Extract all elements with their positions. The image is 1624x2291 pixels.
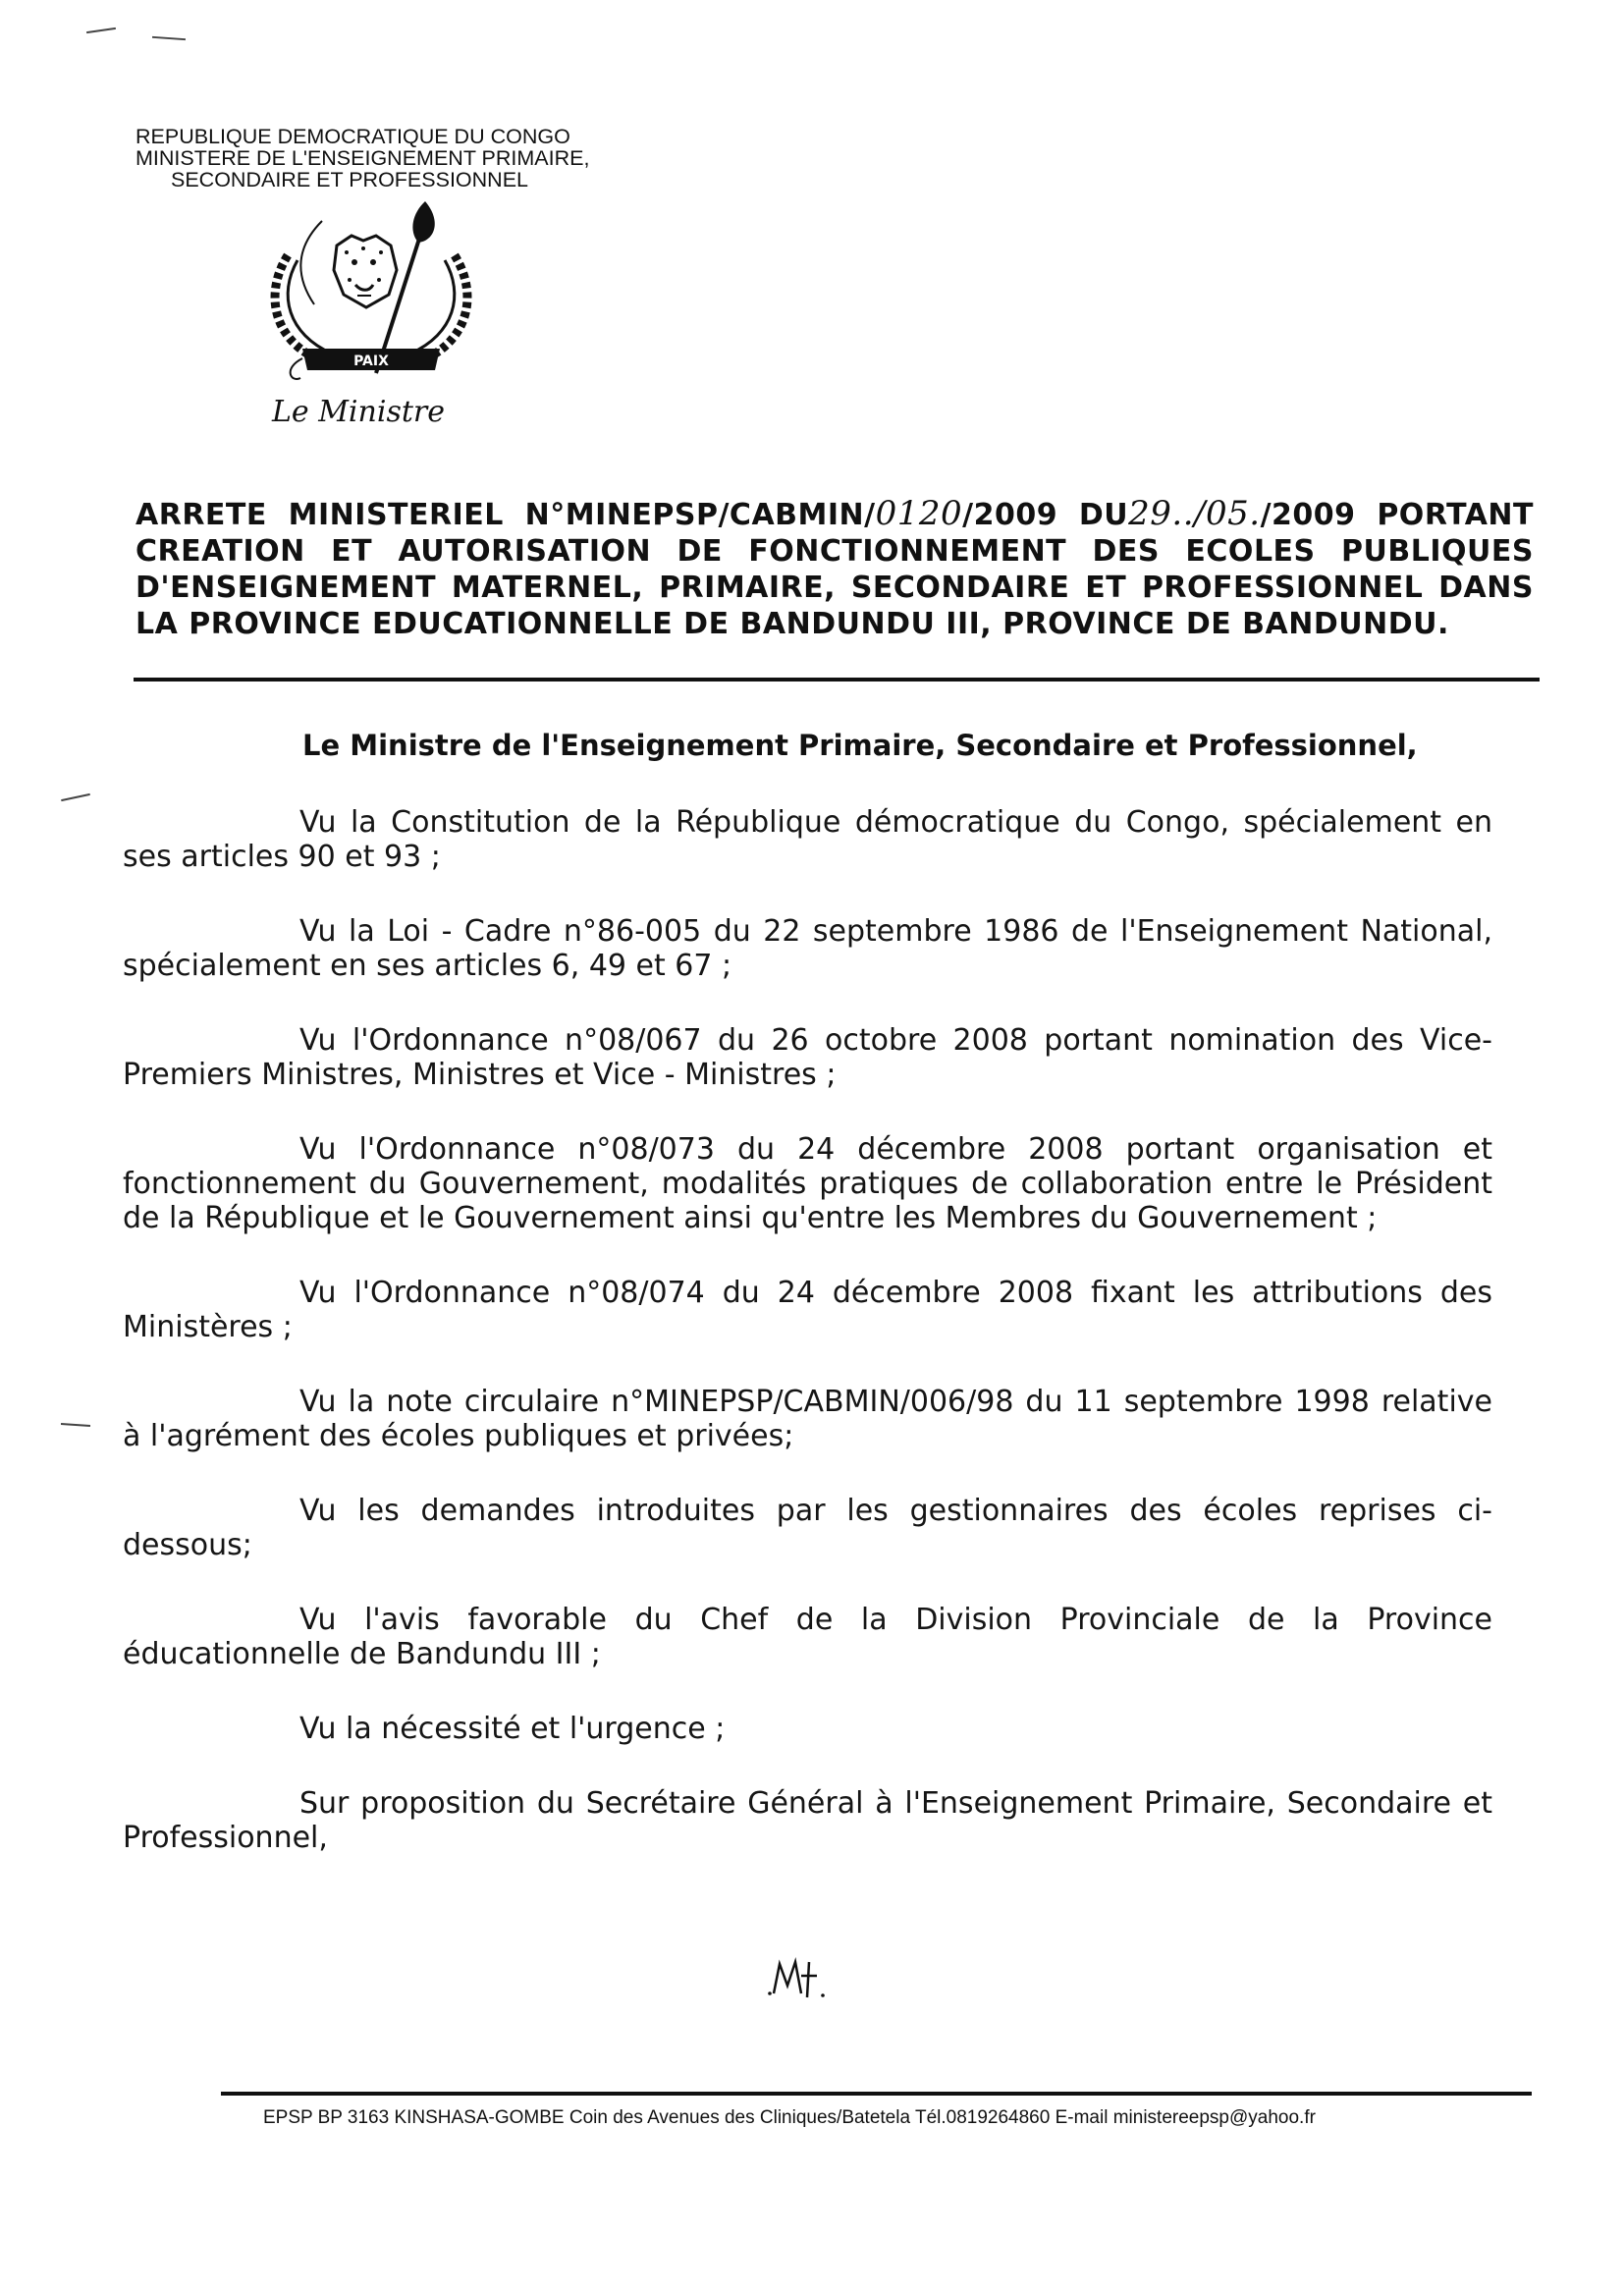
header-line-ministry-cont: SECONDAIRE ET PROFESSIONNEL [171, 168, 528, 191]
title-line-4: LA PROVINCE EDUCATIONNELLE DE BANDUNDU III, PROVINCE DE BANDUNDU. [135, 607, 1449, 641]
handwritten-number: 0120 [875, 494, 963, 533]
consideration-paragraph: Vu la Constitution de la République démocratique du Congo, spécialement en ses articles 90 et 93 ; [123, 805, 1492, 874]
scan-mark [61, 1423, 90, 1427]
scan-mark [86, 27, 116, 33]
decree-title [135, 496, 1534, 642]
coat-of-arms-emblem [253, 201, 489, 383]
consideration-paragraph: Vu la Loi - Cadre n°86-005 du 22 septembre 1986 de l'Enseignement National, spécialement en ses articles 6, 49 et 67 ; [123, 914, 1492, 983]
scan-mark [61, 793, 90, 801]
consideration-paragraph: Sur proposition du Secrétaire Général à l'Enseignement Primaire, Secondaire et Professionnel, [123, 1786, 1492, 1855]
title-line-2: CREATION ET AUTORISATION DE FONCTIONNEMENT DES ECOLES PUBLIQUES [135, 534, 1534, 569]
footer-contact: EPSP BP 3163 KINSHASA-GOMBE Coin des Avenues des Cliniques/Batetela Tél.0819264860 E-mail ministereepsp@yahoo.fr [263, 2107, 1316, 2128]
ministry-header [135, 126, 589, 191]
title-line-3: D'ENSEIGNEMENT MATERNEL, PRIMAIRE, SECONDAIRE ET PROFESSIONNEL DANS [135, 571, 1534, 605]
header-line-ministry: MINISTERE DE L'ENSEIGNEMENT PRIMAIRE, [135, 146, 590, 170]
header-line-republic: REPUBLIQUE DEMOCRATIQUE DU CONGO [135, 125, 570, 148]
consideration-paragraph: Vu les demandes introduites par les gestionnaires des écoles reprises ci-dessous; [123, 1494, 1492, 1562]
signature-label: Le Ministre [272, 395, 445, 429]
consideration-paragraph: Vu l'avis favorable du Chef de la Division Provinciale de la Province éducationnelle de Bandundu III ; [123, 1603, 1492, 1671]
title-divider [134, 678, 1540, 682]
title-line-1: ARRETE MINISTERIEL N°MINEPSP/CABMIN/0120/2009 DU29../05./2009 PORTANT [135, 494, 1534, 533]
consideration-paragraph: Vu la note circulaire n°MINEPSP/CABMIN/006/98 du 11 septembre 1998 relative à l'agrément des écoles publiques et privées; [123, 1385, 1492, 1453]
svg-text:PAIX: PAIX [353, 354, 389, 369]
consideration-paragraph: Vu l'Ordonnance n°08/067 du 26 octobre 2008 portant nomination des Vice-Premiers Ministres, Ministres et Vice - Ministres ; [123, 1023, 1492, 1092]
scan-mark [152, 36, 186, 40]
considerations-body [123, 805, 1492, 1895]
handwritten-date: 29../05. [1128, 494, 1261, 533]
consideration-paragraph: Vu l'Ordonnance n°08/074 du 24 décembre 2008 fixant les attributions des Ministères ; [123, 1276, 1492, 1344]
initials-paraphe [766, 1954, 835, 2003]
consideration-paragraph: Vu la nécessité et l'urgence ; [299, 1712, 726, 1746]
footer-divider [221, 2092, 1532, 2096]
preamble-intro: Le Ministre de l'Enseignement Primaire, Secondaire et Professionnel, [302, 729, 1418, 762]
consideration-paragraph: Vu l'Ordonnance n°08/073 du 24 décembre 2008 portant organisation et fonctionnement du Gouvernement, modalités pratiques de collaboration entre le Président de la République et le Gouvernement ainsi qu'entre les Membres du Gouvernement ; [123, 1132, 1492, 1235]
